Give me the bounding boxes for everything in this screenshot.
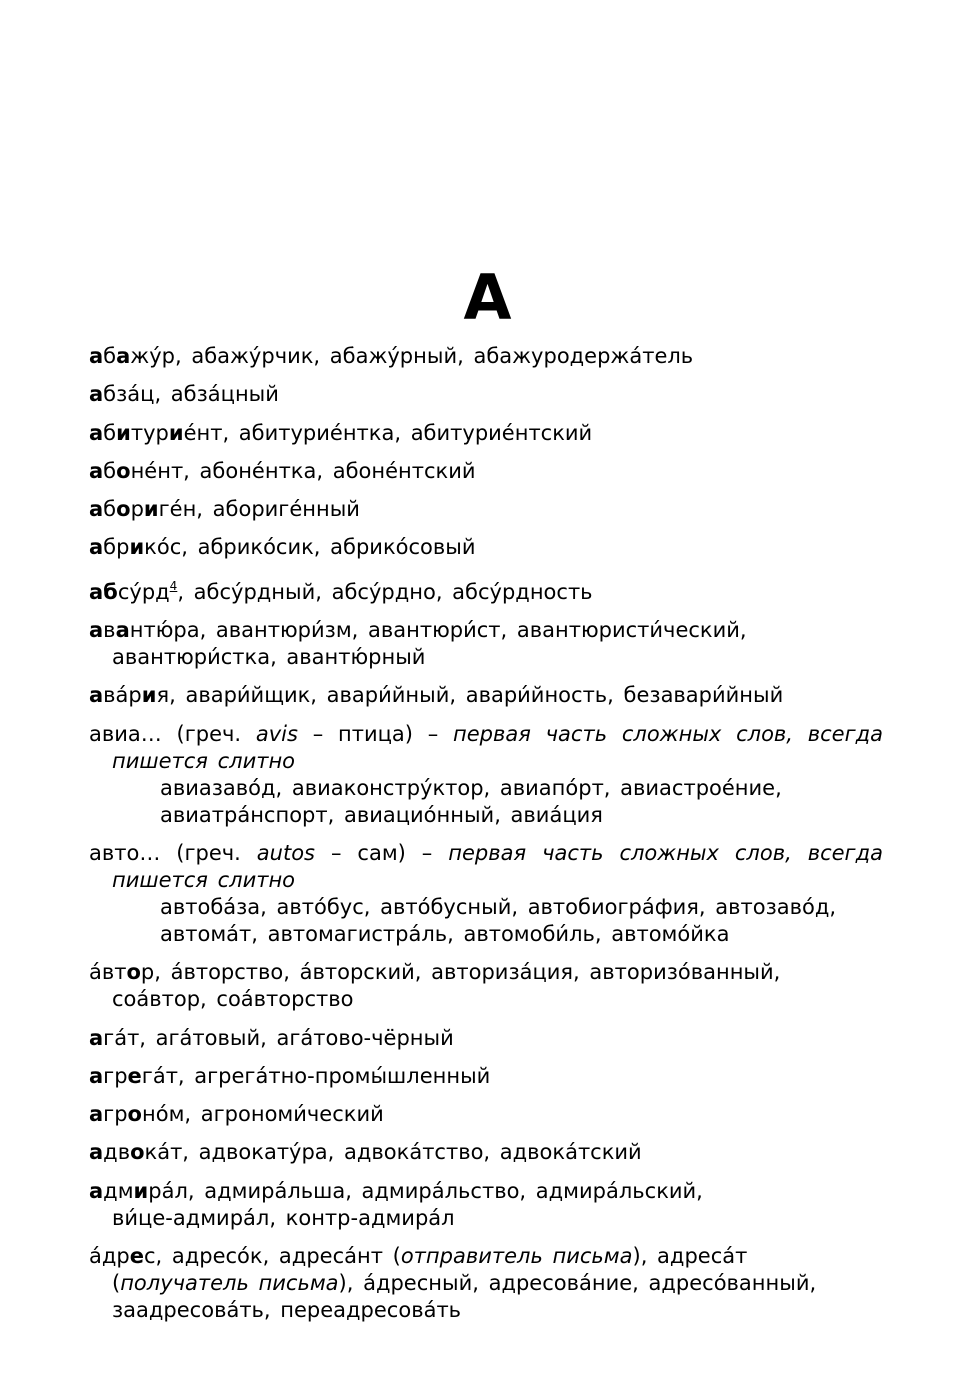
entry-text: су́рд	[117, 579, 170, 604]
entry-text: ), а́дресный, адресова́ние, адресо́ванный,	[338, 1271, 817, 1296]
dictionary-entry	[89, 1178, 889, 1232]
bold-vowel: а	[89, 382, 104, 407]
italic-note: avis	[255, 721, 298, 746]
entry-text: авиа… (греч.	[89, 721, 256, 746]
entry-headline	[89, 1178, 889, 1205]
entry-headline	[89, 458, 889, 485]
entry-continuation	[89, 1297, 889, 1324]
entry-text: га́т, ага́товый, ага́тово-чёрный	[103, 1025, 454, 1050]
bold-vowel: е	[127, 1063, 142, 1088]
entry-text: соа́втор, соа́вторство	[112, 987, 354, 1012]
dictionary-entry	[89, 721, 889, 829]
bold-vowel: а	[89, 1063, 104, 1088]
entry-text: б	[103, 420, 117, 445]
italic-note: первая часть сложных слов, всегда	[453, 721, 883, 746]
bold-vowel: а	[89, 1025, 104, 1050]
dictionary-entry	[89, 534, 889, 561]
dictionary-entry	[89, 959, 889, 1013]
bold-vowel: а	[115, 618, 130, 643]
entry-text: авто… (греч.	[89, 840, 257, 865]
entry-continuation	[89, 1205, 889, 1232]
entry-text: но́м, агрономи́ческий	[141, 1102, 384, 1127]
entry-text: автоба́за, авто́бус, авто́бусный, автобиогра́фия, автозаво́д,	[160, 894, 837, 919]
bold-vowel: а	[89, 535, 104, 560]
entry-text: , абсу́рдный, абсу́рдно, абсу́рдность	[177, 579, 593, 604]
entry-text: бза́ц, абза́цный	[103, 382, 279, 407]
entry-text: не́нт, абоне́нтка, абоне́нтский	[130, 458, 476, 483]
italic-note: отправитель письма	[400, 1244, 633, 1269]
entry-text: авиазаво́д, авиаконстру́ктор, авиапо́рт, авиастрое́ние,	[160, 775, 782, 800]
entry-derived-words	[89, 921, 889, 948]
entry-text: жу́р, абажу́рчик, абажу́рный, абажуродержа́тель	[130, 344, 694, 368]
entry-text: б	[103, 344, 117, 368]
bold-vowel: а	[89, 618, 104, 643]
entry-text: (	[112, 1271, 121, 1296]
entry-headline	[89, 617, 889, 644]
bold-vowel: е	[129, 1244, 144, 1269]
dictionary-entry	[89, 381, 889, 408]
dictionary-entry	[89, 1243, 889, 1324]
entry-text: а́др	[89, 1244, 130, 1269]
entry-headline	[89, 1243, 889, 1270]
bold-vowel: о	[126, 960, 141, 985]
dictionary-entry	[89, 1139, 889, 1166]
italic-note: получатель письма	[120, 1271, 339, 1296]
entry-continuation	[89, 644, 889, 671]
entry-headline	[89, 496, 889, 523]
bold-vowel: а	[89, 1178, 104, 1203]
entry-text: е́нт, абитурие́нтка, абитурие́нтский	[183, 420, 593, 445]
entry-text: ), адреса́т	[632, 1244, 748, 1269]
entry-text: тур	[130, 420, 169, 445]
entry-text: в	[103, 618, 116, 643]
entry-continuation	[89, 748, 889, 775]
bold-vowel: и	[168, 420, 184, 445]
dictionary-entry	[89, 1101, 889, 1128]
dictionary-entry	[89, 343, 889, 370]
entry-text: с, адресо́к, адреса́нт (	[143, 1244, 401, 1269]
bold-vowel: и	[141, 683, 157, 708]
entry-derived-words	[89, 802, 889, 829]
bold-vowel: и	[143, 497, 159, 522]
entry-text: б	[103, 458, 117, 483]
entry-text: ва́р	[103, 683, 142, 708]
entry-text: гр	[103, 1063, 128, 1088]
entry-text: я, авари́йщик, авари́йный, авари́йность, безавари́йный	[156, 683, 784, 708]
entry-text: ка́т, адвокату́ра, адвока́тство, адвока́тский	[144, 1140, 642, 1165]
entry-headline	[89, 1139, 889, 1166]
entry-headline	[89, 840, 883, 867]
entry-text: гр	[103, 1102, 128, 1127]
entry-headline	[89, 420, 889, 447]
entry-headline	[89, 1025, 889, 1052]
bold-vowel: о	[116, 458, 131, 483]
dictionary-entry	[89, 496, 889, 523]
bold-vowel: а	[89, 344, 104, 368]
entry-text: дм	[103, 1178, 134, 1203]
bold-vowel: о	[130, 1140, 145, 1165]
dictionary-entry	[89, 420, 889, 447]
entry-text: автома́т, автомагистра́ль, автомоби́ль, автомо́йка	[160, 921, 730, 946]
bold-vowel: и	[133, 1178, 149, 1203]
entry-continuation	[89, 1270, 889, 1297]
bold-vowel: а	[89, 683, 104, 708]
italic-note: пишется слитно	[112, 748, 296, 773]
bold-vowel: а	[116, 344, 131, 368]
bold-vowel: а	[89, 420, 104, 445]
entry-headline	[89, 721, 883, 748]
entry-continuation	[89, 986, 889, 1013]
bold-vowel: о	[116, 497, 131, 522]
dictionary-entry	[89, 617, 889, 671]
entry-text: – птица) –	[297, 721, 454, 746]
dictionary-entry	[89, 682, 889, 709]
dictionary-entry	[89, 1025, 889, 1052]
entry-continuation	[89, 867, 889, 894]
italic-note: первая часть сложных слов, всегда	[448, 840, 883, 865]
dictionary-entry-list	[89, 343, 889, 1335]
entry-text: ви́це-адмира́л, контр-адмира́л	[112, 1205, 455, 1230]
entry-headline	[89, 682, 889, 709]
dictionary-entry	[89, 573, 889, 606]
entry-text: заадресова́ть, переадресова́ть	[112, 1298, 462, 1323]
entry-text: р, а́вторство, а́вторский, авториза́ция, авторизо́ванный,	[140, 960, 781, 985]
entry-headline	[89, 343, 889, 370]
entry-headline	[89, 1101, 889, 1128]
bold-vowel: о	[127, 1102, 142, 1127]
entry-headline	[89, 381, 889, 408]
bold-vowel: а	[89, 458, 104, 483]
entry-text: га́т, агрега́тно-промы́шленный	[141, 1063, 491, 1088]
italic-note: autos	[256, 840, 315, 865]
entry-text: ра́л, адмира́льша, адмира́льство, адмира́льский,	[148, 1178, 703, 1203]
entry-text: авиатра́нспорт, авиацио́нный, авиа́ция	[160, 802, 603, 827]
entry-headline	[89, 573, 889, 606]
entry-text: а́вт	[89, 960, 127, 985]
section-letter-heading: А	[463, 261, 512, 334]
entry-text: ге́н, абориге́нный	[158, 497, 360, 522]
dictionary-entry	[89, 1063, 889, 1090]
entry-text: авантюри́стка, авантю́рный	[112, 645, 426, 670]
bold-vowel: и	[116, 420, 131, 445]
entry-text: бр	[103, 535, 130, 560]
bold-vowel: аб	[89, 579, 118, 604]
bold-vowel: а	[89, 1102, 104, 1127]
entry-text: дв	[103, 1140, 131, 1165]
dictionary-entry	[89, 458, 889, 485]
bold-vowel: и	[129, 535, 145, 560]
entry-text: б	[103, 497, 117, 522]
bold-vowel: а	[89, 1140, 104, 1165]
entry-headline	[89, 534, 889, 561]
entry-headline	[89, 1063, 889, 1090]
bold-vowel: а	[89, 497, 104, 522]
entry-derived-words	[89, 775, 889, 802]
entry-derived-words	[89, 894, 889, 921]
footnote-ref: 4	[169, 578, 178, 593]
italic-note: пишется слитно	[112, 867, 296, 892]
entry-text: р	[130, 497, 144, 522]
entry-text: нтю́ра, авантюри́зм, авантюри́ст, авантюристи́ческий,	[129, 618, 747, 643]
dictionary-entry	[89, 840, 889, 948]
entry-headline	[89, 959, 889, 986]
entry-text: ко́с, абрико́сик, абрико́совый	[144, 535, 476, 560]
entry-text: – сам) –	[315, 840, 449, 865]
